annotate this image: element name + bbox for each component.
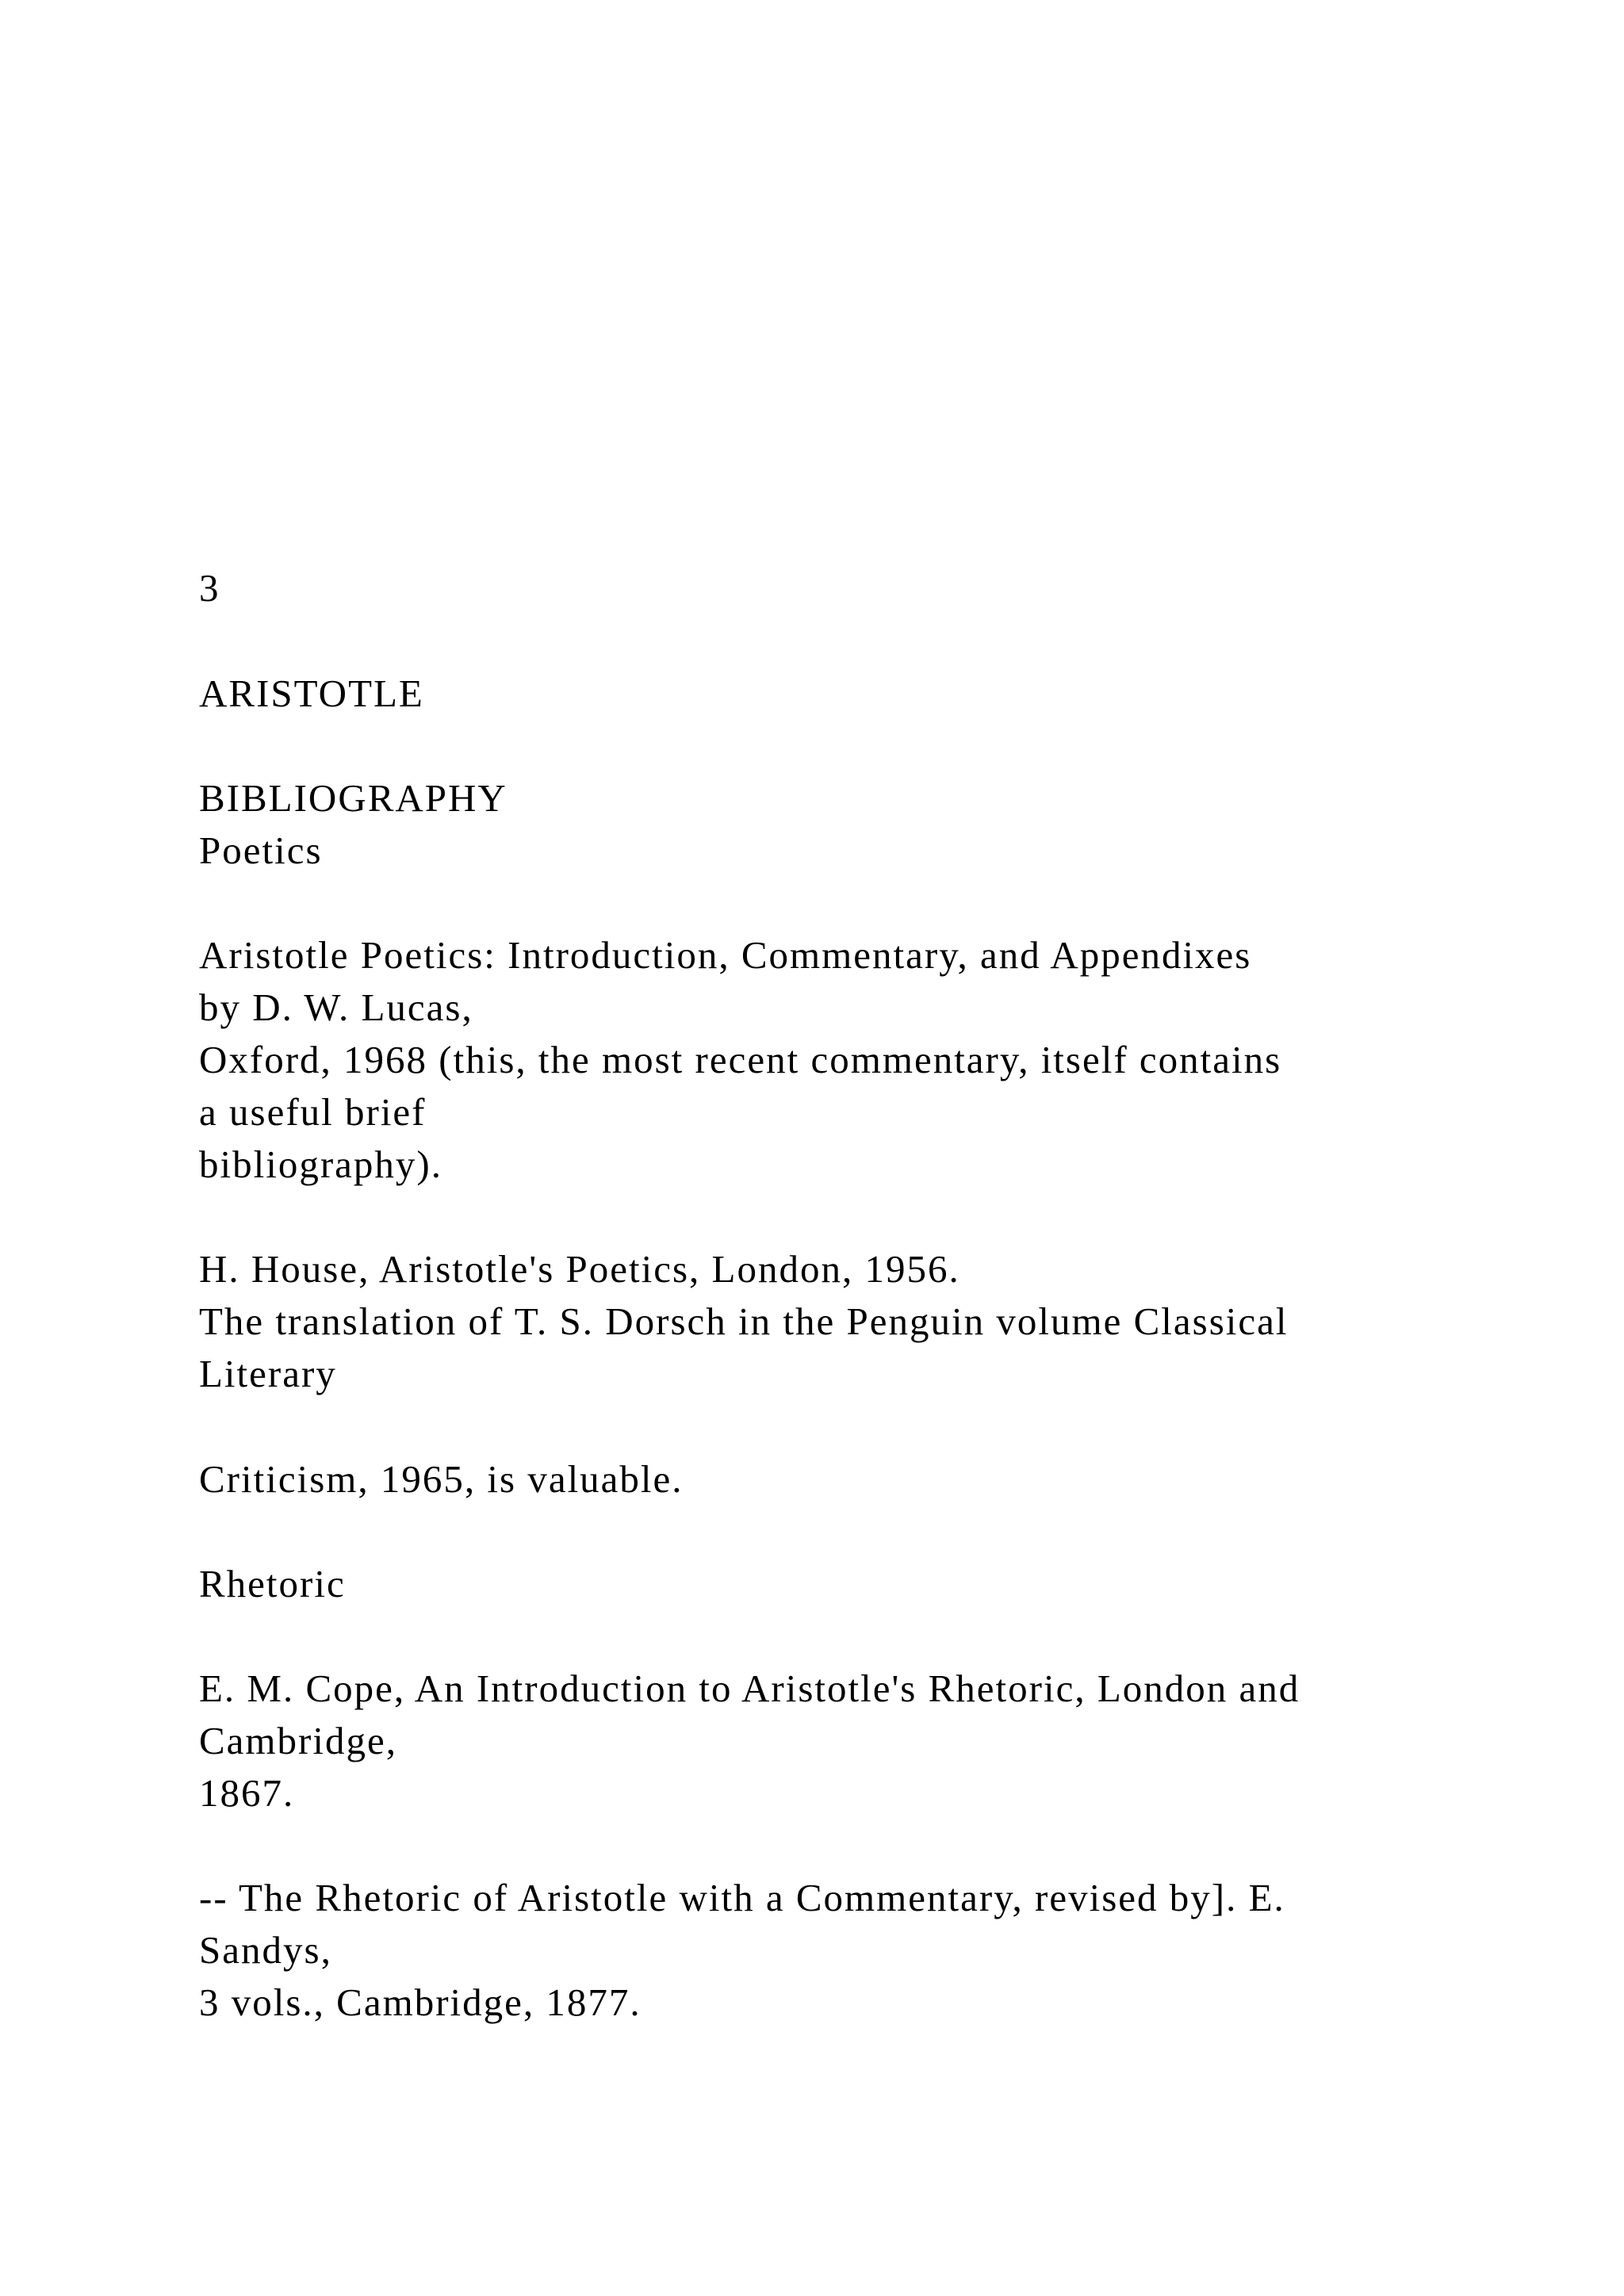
entry-line: The translation of T. S. Dorsch in the Penguin volume Classical — [199, 1299, 1289, 1343]
section-title-poetics: Poetics — [199, 828, 323, 872]
entry-line: a useful brief — [199, 1090, 427, 1134]
entry-line: by D. W. Lucas, — [199, 985, 473, 1029]
entry-line: Oxford, 1968 (this, the most recent commentary, itself contains — [199, 1038, 1282, 1081]
page-number: 3 — [199, 566, 220, 610]
entry-line: Literary — [199, 1352, 337, 1395]
entry-line: Criticism, 1965, is valuable. — [199, 1457, 684, 1501]
bibliography-heading: BIBLIOGRAPHY — [199, 776, 508, 820]
entry-line: bibliography). — [199, 1142, 442, 1186]
entry-line: Cambridge, — [199, 1719, 397, 1762]
section-title-rhetoric: Rhetoric — [199, 1562, 346, 1605]
entry-line: 3 vols., Cambridge, 1877. — [199, 1980, 642, 2024]
entry-line: Sandys, — [199, 1928, 332, 1972]
entry-line: Aristotle Poetics: Introduction, Commentary, and Appendixes — [199, 933, 1252, 977]
entry-line: 1867. — [199, 1771, 295, 1815]
entry-line: E. M. Cope, An Introduction to Aristotle's Rhetoric, London and — [199, 1667, 1300, 1710]
entry-line: H. House, Aristotle's Poetics, London, 1956. — [199, 1247, 960, 1291]
entry-line: -- The Rhetoric of Aristotle with a Commentary, revised by]. E. — [199, 1876, 1285, 1919]
author-heading: ARISTOTLE — [199, 672, 424, 715]
